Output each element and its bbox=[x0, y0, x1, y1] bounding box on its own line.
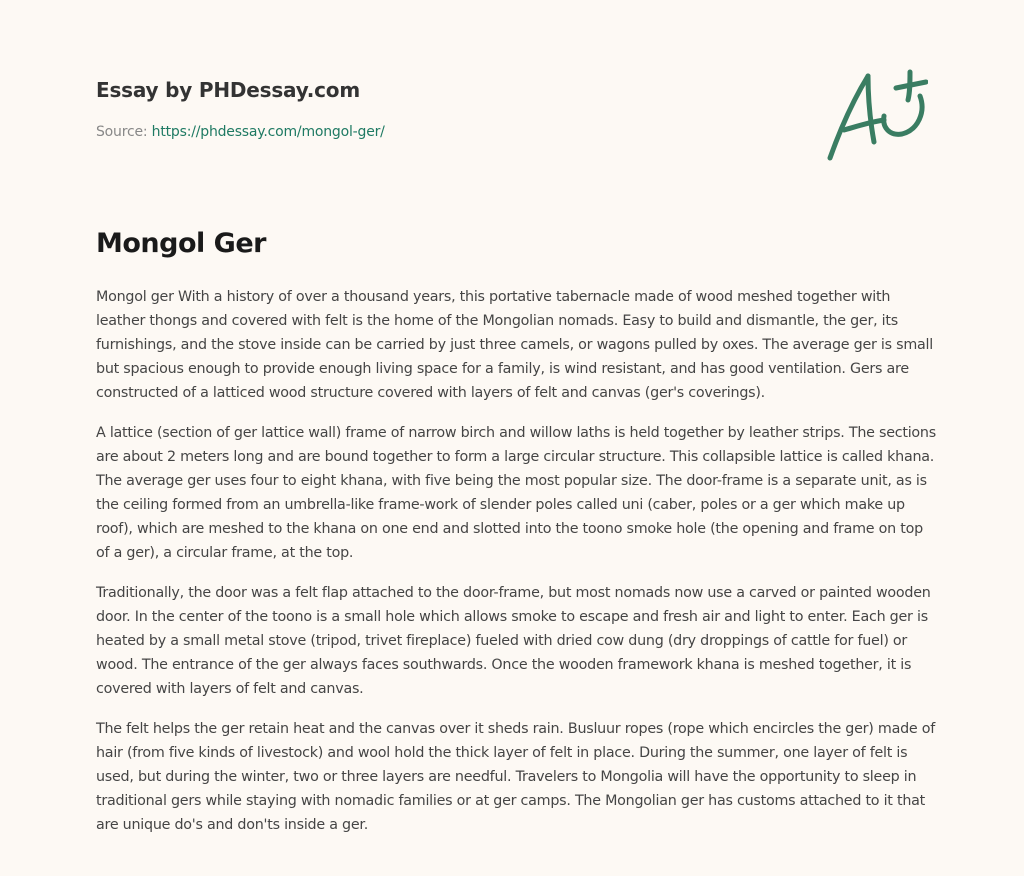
a-plus-grade-icon bbox=[822, 68, 928, 164]
source-line bbox=[96, 122, 696, 142]
source-label: Source: bbox=[96, 124, 148, 140]
essay-title: Mongol Ger bbox=[96, 228, 266, 259]
essay-paragraph-4: The felt helps the ger retain heat and the canvas over it sheds rain. Busluur ropes (rope which encircles the ger) made of hair (from five kinds of livestock) and wool hold the thick layer of felt in place. During the summer, one layer of felt is used, but during the winter, two or three layers are needful. Travelers to Mongolia will have the opportunity to sleep in traditional gers while staying with nomadic families or at ger camps. The Mongolian ger has customs attached to it that are unique do's and don'ts inside a ger. bbox=[96, 721, 936, 833]
source-link[interactable]: https://phdessay.com/mongol-ger/ bbox=[151, 124, 385, 140]
site-title: Essay by PHDessay.com bbox=[96, 78, 360, 102]
essay-body bbox=[96, 285, 936, 853]
page-header bbox=[96, 76, 696, 142]
essay-paragraph-2: A lattice (section of ger lattice wall) frame of narrow birch and willow laths is held together by leather strips. The sections are about 2 meters long and are bound together to form a large circular structure. This collapsible lattice is called khana. The average ger uses four to eight khana, with five being the most popular size. The door-frame is a separate unit, as is the ceiling formed from an umbrella-like frame-work of slender poles called uni (caber, poles or a ger which make up roof), which are meshed to the khana on one end and slotted into the toono smoke hole (the opening and frame on top of a ger), a circular frame, at the top. bbox=[96, 425, 936, 561]
essay-paragraph-1: Mongol ger With a history of over a thousand years, this portative tabernacle made of wood meshed together with leather thongs and covered with felt is the home of the Mongolian nomads. Easy to build and dismantle, the ger, its furnishings, and the stove inside can be carried by just three camels, or wagons pulled by oxes. The average ger is small but spacious enough to provide enough living space for a family, is wind resistant, and has good ventilation. Gers are constructed of a latticed wood structure covered with layers of felt and canvas (ger's coverings). bbox=[96, 289, 933, 401]
essay-paragraph-3: Traditionally, the door was a felt flap attached to the door-frame, but most nomads now use a carved or painted wooden door. In the center of the toono is a small hole which allows smoke to escape and fresh air and light to enter. Each ger is heated by a small metal stove (tripod, trivet fireplace) fueled with dried cow dung (dry droppings of cattle for fuel) or wood. The entrance of the ger always faces southwards. Once the wooden framework khana is meshed together, it is covered with layers of felt and canvas. bbox=[96, 585, 931, 697]
